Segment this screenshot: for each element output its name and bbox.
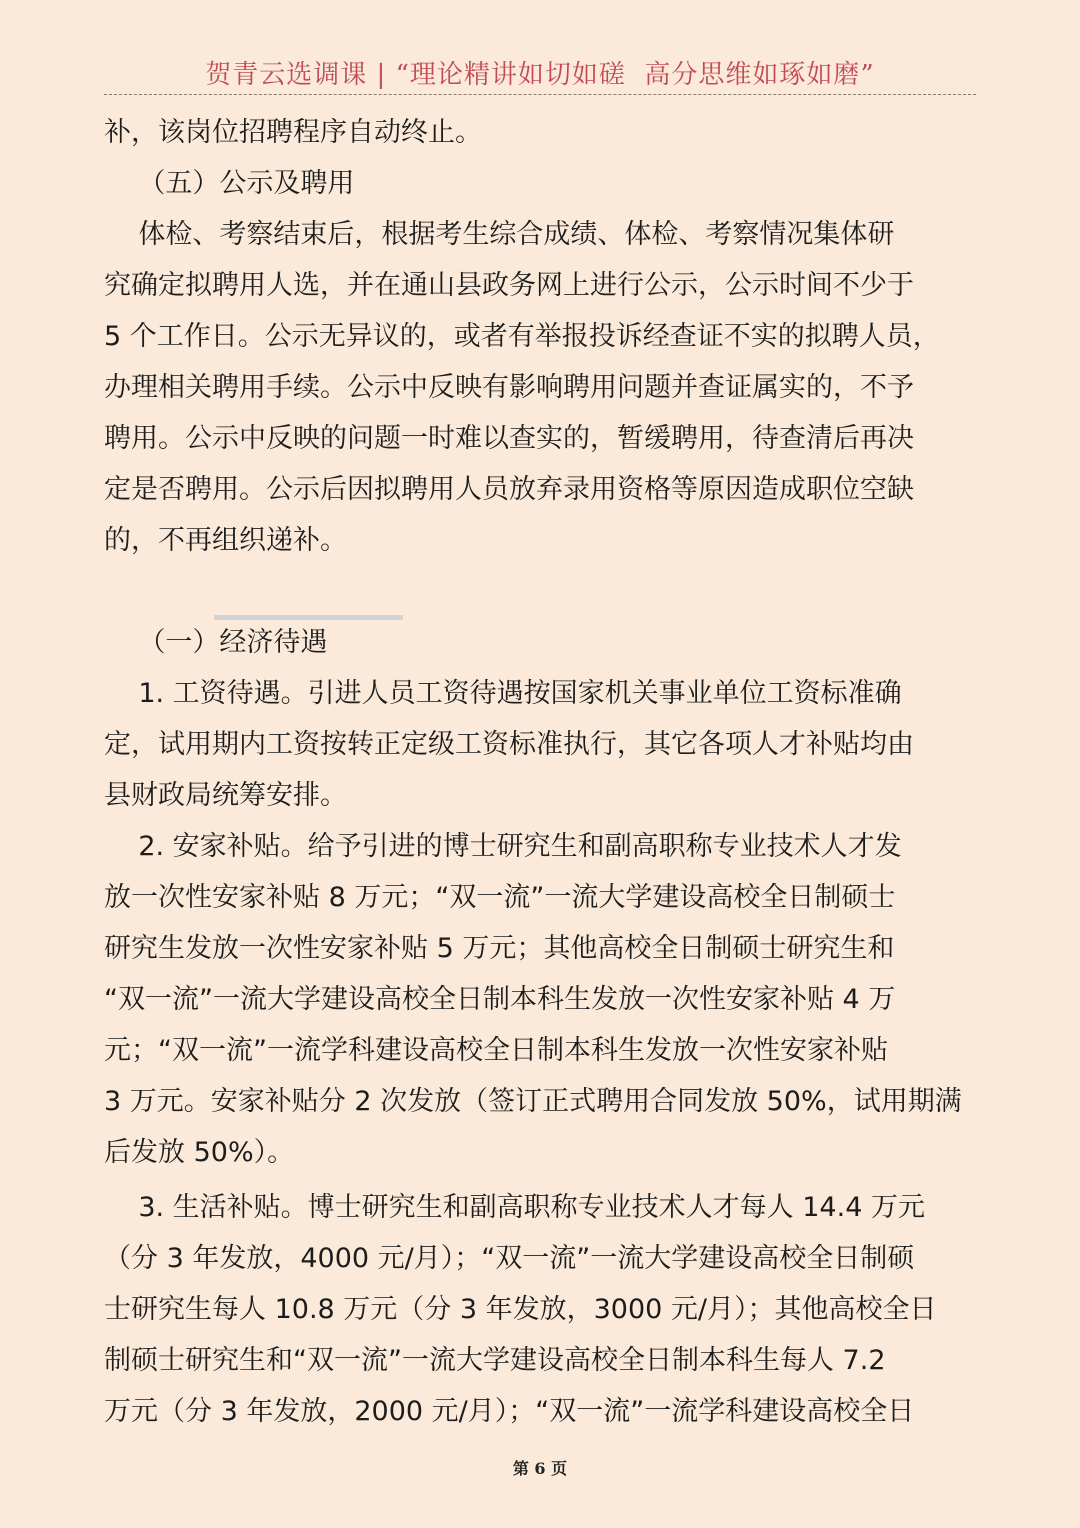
body-line: 士研究生每人 10.8 万元（分 3 年发放，3000 元/月）；其他高校全日 (104, 1294, 937, 1325)
body-line: 体检、考察结束后，根据考生综合成绩、体检、考察情况集体研 (104, 219, 895, 250)
body-line: 元；“双一流”一流学科建设高校全日制本科生发放一次性安家补贴 (104, 1035, 888, 1066)
body-line: 3 万元。安家补贴分 2 次发放（签订正式聘用合同发放 50%，试用期满 (104, 1086, 962, 1117)
body-line: 县财政局统筹安排。 (104, 780, 347, 811)
chapter-heading-row (104, 569, 976, 620)
section-heading-1: （一）经济待遇 (104, 627, 328, 658)
document-body (104, 110, 976, 1440)
section-heading-5: （五）公示及聘用 (104, 168, 355, 199)
header-slogan: 贺青云选调课 | “理论精讲如切如磋 高分思维如琢如磨” (205, 60, 875, 90)
body-line: 万元（分 3 年发放，2000 元/月）；“双一流”一流学科建设高校全日 (104, 1396, 915, 1427)
body-line: 定是否聘用。公示后因拟聘用人员放弃录用资格等原因造成职位空缺 (104, 474, 914, 505)
body-line: 放一次性安家补贴 8 万元；“双一流”一流大学建设高校全日制硕士 (104, 882, 896, 913)
body-line: 5 个工作日。公示无异议的，或者有举报投诉经查证不实的拟聘人员， (104, 321, 940, 352)
body-line: 2. 安家补贴。给予引进的博士研究生和副高职称专业技术人才发 (104, 831, 902, 862)
body-line: 后发放 50%）。 (104, 1137, 295, 1168)
page-number: 第 6 页 (512, 1459, 568, 1478)
body-line: 的，不再组织递补。 (104, 525, 347, 556)
body-line: 定，试用期内工资按转正定级工资标准执行，其它各项人才补贴均由 (104, 729, 914, 760)
body-line: 聘用。公示中反映的问题一时难以查实的，暂缓聘用，待查清后再决 (104, 423, 914, 454)
body-line: 3. 生活补贴。博士研究生和副高职称专业技术人才每人 14.4 万元 (104, 1192, 925, 1223)
page-header (104, 50, 976, 95)
body-line: （分 3 年发放，4000 元/月）；“双一流”一流大学建设高校全日制硕 (104, 1243, 915, 1274)
body-line: 补，该岗位招聘程序自动终止。 (104, 117, 482, 148)
body-line: “双一流”一流大学建设高校全日制本科生发放一次性安家补贴 4 万 (104, 984, 896, 1015)
body-line: 究确定拟聘用人选，并在通山县政务网上进行公示，公示时间不少于 (104, 270, 914, 301)
body-line: 办理相关聘用手续。公示中反映有影响聘用问题并查证属实的，不予 (104, 372, 914, 403)
body-line: 1. 工资待遇。引进人员工资待遇按国家机关事业单位工资标准确 (104, 678, 902, 709)
body-line: 制硕士研究生和“双一流”一流大学建设高校全日制本科生每人 7.2 (104, 1345, 886, 1376)
body-line: 研究生发放一次性安家补贴 5 万元；其他高校全日制硕士研究生和 (104, 933, 895, 964)
